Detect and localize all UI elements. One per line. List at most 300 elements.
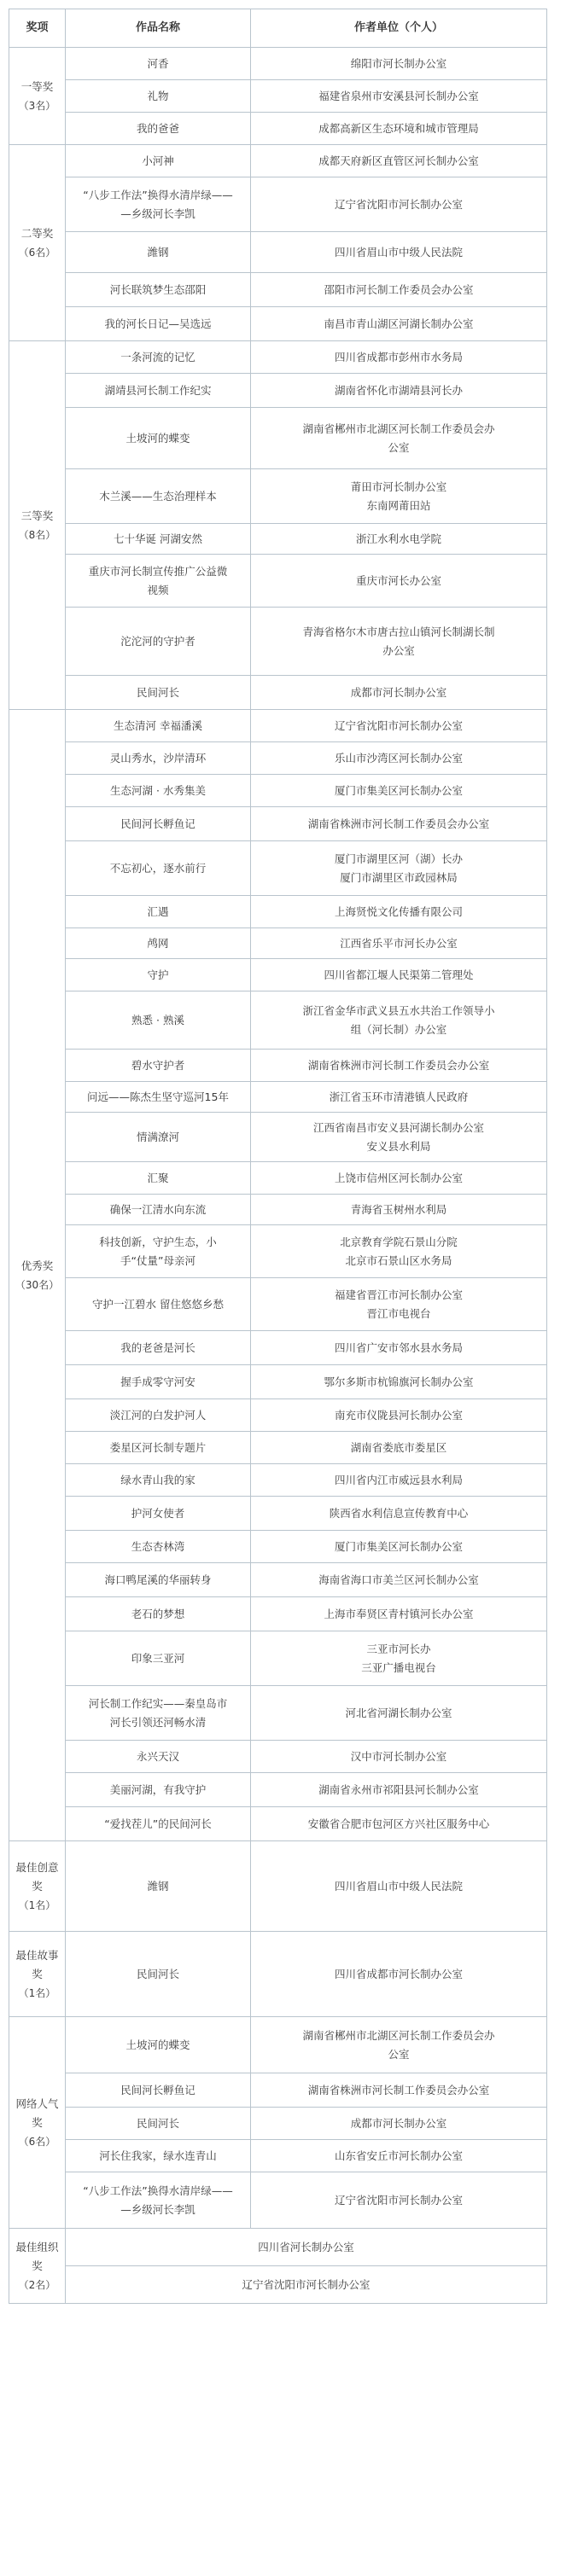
table-row — [9, 959, 547, 991]
work-title-cell-line: 淡江河的白发护河人 — [109, 1408, 207, 1422]
author-unit-cell — [251, 341, 547, 374]
work-title-cell — [66, 1432, 251, 1464]
author-unit-cell-line: 成都市河长制办公室 — [350, 685, 447, 699]
award-category-cell — [9, 1932, 66, 2017]
author-unit-cell — [251, 1278, 547, 1331]
author-unit-cell-line: 公室 — [388, 440, 410, 454]
work-title-cell — [66, 1365, 251, 1399]
author-unit-cell-line: 成都天府新区直管区河长制办公室 — [318, 154, 479, 167]
author-unit-cell-line: 南昌市青山湖区河湖长制办公室 — [324, 317, 474, 330]
table-row — [9, 374, 547, 408]
work-title-cell-line: 生态杏林湾 — [131, 1539, 185, 1553]
work-title-cell-line: 问远——陈杰生坚守巡河15年 — [87, 1090, 229, 1103]
work-title-cell-line: 生态河湖 · 水秀集美 — [110, 783, 206, 797]
work-title-cell-line: 鸬网 — [147, 936, 169, 950]
work-title-cell-line: “八步工作法”换得水清岸绿—— — [83, 2183, 233, 2197]
author-unit-cell-line: 邵阳市河长制工作委员会办公室 — [324, 282, 474, 296]
author-unit-cell-line: 上饶市信州区河长制办公室 — [334, 1171, 463, 1184]
organization-cell-line: 辽宁省沈阳市河长制办公室 — [242, 2277, 371, 2291]
author-unit-cell-line: 江西省乐平市河长办公室 — [340, 936, 458, 950]
table-row — [9, 928, 547, 959]
work-title-cell — [66, 1082, 251, 1113]
author-unit-cell — [251, 1773, 547, 1807]
author-unit-cell — [251, 1195, 547, 1225]
work-title-cell-line: 民间河长 — [136, 1967, 179, 1980]
award-category-cell — [9, 341, 66, 710]
work-title-cell — [66, 1631, 251, 1686]
table-row — [9, 608, 547, 676]
work-title-cell-line: 我的河长日记—吴选远 — [104, 317, 212, 330]
work-title-cell-line: 情满潦河 — [136, 1130, 179, 1143]
work-title-cell — [66, 676, 251, 710]
work-title-cell-line: 汇聚 — [147, 1171, 169, 1184]
award-category-name: 网络人气奖 — [15, 2096, 59, 2129]
header-row — [9, 9, 547, 48]
work-title-cell-line: 不忘初心，逐水前行 — [109, 861, 207, 875]
work-title-cell-line: 科技创新，守护生态，小 — [99, 1235, 217, 1248]
work-title-cell-line: 七十华诞 河湖安然 — [114, 532, 202, 545]
work-title-cell — [66, 1932, 251, 2017]
author-unit-cell — [251, 1082, 547, 1113]
work-title-cell — [66, 374, 251, 408]
author-unit-cell — [251, 896, 547, 928]
author-unit-cell-line: 湖南省株洲市河长制工作委员会办公室 — [307, 2083, 490, 2096]
author-unit-cell-line: 成都高新区生态环境和城市管理局 — [318, 121, 479, 135]
author-unit-cell-line: 湖南省郴州市北湖区河长制工作委员会办 — [302, 422, 495, 435]
table-row — [9, 2172, 547, 2229]
author-unit-cell — [251, 2108, 547, 2140]
author-unit-cell-line: 山东省安丘市河长制办公室 — [334, 2149, 463, 2162]
work-title-cell-line: —乡级河长李凯 — [120, 206, 195, 220]
author-unit-cell-line: 辽宁省沈阳市河长制办公室 — [334, 718, 463, 732]
author-unit-cell-line: 湖南省娄底市娄星区 — [350, 1440, 447, 1454]
author-unit-cell — [251, 177, 547, 232]
work-title-cell-line: 民间河长孵鱼记 — [120, 2083, 195, 2096]
author-unit-cell-line: 湖南省株洲市河长制工作委员会办公室 — [307, 1058, 490, 1072]
work-title-cell — [66, 232, 251, 273]
table-row — [9, 1686, 547, 1741]
work-title-cell — [66, 896, 251, 928]
work-title-cell-line: 河长联筑梦生态邵阳 — [109, 282, 207, 296]
work-title-cell-line: 土坡河的蝶变 — [125, 2038, 190, 2051]
table-row — [9, 341, 547, 374]
author-unit-cell-line: 湖南省株洲市河长制工作委员会办公室 — [307, 817, 490, 830]
work-title-cell-line: 确保一江清水向东流 — [109, 1202, 207, 1216]
author-unit-cell — [251, 1497, 547, 1531]
author-unit-cell — [251, 307, 547, 341]
author-unit-cell-line: 厦门市集美区河长制办公室 — [334, 1539, 463, 1553]
work-title-cell-line: 守护一江碧水 留住悠悠乡愁 — [92, 1297, 224, 1311]
work-title-cell-line: 河长制工作纪实——秦皇岛市 — [88, 1696, 228, 1710]
work-title-cell — [66, 2172, 251, 2229]
work-title-cell-line: 重庆市河长制宣传推广公益微 — [88, 564, 228, 578]
work-title-cell-line: —乡级河长李凯 — [120, 2202, 195, 2216]
author-unit-cell — [251, 555, 547, 608]
author-unit-cell-line: 四川省眉山市中级人民法院 — [334, 1879, 463, 1893]
author-unit-cell-line: 北京教育学院石景山分院 — [340, 1235, 458, 1248]
work-title-cell-line: “八步工作法”换得水清岸绿—— — [83, 188, 233, 201]
author-unit-cell-line: 四川省广安市邻水县水务局 — [334, 1340, 463, 1354]
work-title-cell — [66, 1497, 251, 1531]
awards-table — [9, 9, 547, 2304]
work-title-cell — [66, 1773, 251, 1807]
table-row — [9, 273, 547, 307]
work-title-cell — [66, 1464, 251, 1497]
work-title-cell — [66, 1399, 251, 1432]
table-row — [9, 1464, 547, 1497]
author-unit-cell — [251, 2140, 547, 2172]
author-unit-cell — [251, 2017, 547, 2073]
award-category-cell — [9, 710, 66, 1841]
author-unit-cell-line: 厦门市集美区河长制办公室 — [334, 783, 463, 797]
award-category-count: （8名） — [18, 528, 56, 541]
work-title-cell-line: 河长住我家，绿水连青山 — [99, 2149, 217, 2162]
table-row — [9, 1365, 547, 1399]
author-unit-cell-line: 乐山市沙湾区河长制办公室 — [334, 751, 463, 765]
work-title-cell-line: 灵山秀水，沙岸清环 — [109, 751, 207, 765]
work-title-cell-line: 海口鸭尾溪的华丽转身 — [104, 1573, 212, 1586]
work-title-cell — [66, 742, 251, 775]
author-unit-cell-line: 海南省海口市美兰区河长制办公室 — [318, 1573, 479, 1586]
author-unit-cell — [251, 742, 547, 775]
table-row — [9, 1225, 547, 1278]
award-category-cell — [9, 145, 66, 341]
table-row — [9, 1841, 547, 1932]
author-unit-cell — [251, 524, 547, 555]
author-unit-cell — [251, 273, 547, 307]
table-row — [9, 1050, 547, 1082]
table-row — [9, 1113, 547, 1162]
author-unit-cell — [251, 676, 547, 710]
work-title-cell-line: 美丽河湖，有我守护 — [109, 1782, 207, 1796]
author-unit-cell — [251, 959, 547, 991]
author-unit-cell — [251, 80, 547, 113]
work-title-cell — [66, 469, 251, 524]
work-title-cell-line: 我的爸爸 — [136, 121, 179, 135]
author-unit-cell-line: 上海贤悦文化传播有限公司 — [334, 904, 463, 918]
table-row — [9, 841, 547, 896]
work-title-cell-line: 木兰溪——生态治理样本 — [99, 489, 217, 503]
table-row — [9, 1807, 547, 1841]
author-unit-cell-line: 青海省玉树州水利局 — [350, 1202, 447, 1216]
author-unit-cell — [251, 2073, 547, 2108]
work-title-cell — [66, 341, 251, 374]
author-unit-cell-line: 福建省晋江市河长制办公室 — [334, 1288, 463, 1301]
work-title-cell — [66, 2073, 251, 2108]
author-unit-cell — [251, 1741, 547, 1773]
award-category-name: 三等奖 — [20, 509, 54, 522]
work-title-cell-line: 民间河长 — [136, 685, 179, 699]
table-row — [9, 2073, 547, 2108]
work-title-cell-line: 碧水守护者 — [131, 1058, 185, 1072]
author-unit-cell — [251, 1631, 547, 1686]
work-title-cell — [66, 145, 251, 177]
author-unit-cell-line: 莆田市河长制办公室 — [350, 480, 447, 493]
work-title-cell — [66, 991, 251, 1050]
author-unit-cell-line: 东南网莆田站 — [366, 498, 431, 512]
author-unit-cell — [251, 928, 547, 959]
table-row — [9, 2266, 547, 2304]
author-unit-cell-line: 湖南省怀化市湖靖县河长办 — [334, 383, 463, 397]
organization-cell — [66, 2229, 547, 2266]
author-unit-cell-line: 四川省内江市威远县水利局 — [334, 1473, 463, 1486]
author-unit-cell-line: 厦门市湖里区河（湖）长办 — [334, 852, 463, 865]
table-row — [9, 896, 547, 928]
author-unit-cell — [251, 807, 547, 841]
table-row — [9, 80, 547, 113]
author-unit-cell — [251, 1841, 547, 1932]
table-row — [9, 469, 547, 524]
work-title-cell — [66, 2017, 251, 2073]
work-title-cell — [66, 1331, 251, 1365]
award-category-name: 最佳故事奖 — [15, 1948, 59, 1980]
author-unit-cell — [251, 48, 547, 80]
award-category-name: 最佳创意奖 — [15, 1860, 59, 1893]
award-category-cell — [9, 2017, 66, 2229]
author-unit-cell-line: 四川省眉山市中级人民法院 — [334, 245, 463, 259]
award-category-count: （6名） — [18, 246, 56, 259]
work-title-cell — [66, 307, 251, 341]
table-row — [9, 1597, 547, 1631]
organization-cell — [66, 2266, 547, 2304]
author-unit-cell — [251, 1464, 547, 1497]
work-title-cell-line: 沱沱河的守护者 — [120, 634, 195, 648]
table-row — [9, 1631, 547, 1686]
author-unit-cell — [251, 1597, 547, 1631]
work-title-cell-line: 潍钢 — [147, 245, 169, 259]
work-title-cell — [66, 113, 251, 145]
work-title-cell — [66, 710, 251, 742]
award-category-cell — [9, 2229, 66, 2304]
organization-cell-line: 四川省河长制办公室 — [258, 2240, 354, 2253]
author-unit-cell-line: 汉中市河长制办公室 — [350, 1749, 447, 1763]
author-unit-cell — [251, 1932, 547, 2017]
work-title-cell — [66, 1113, 251, 1162]
author-unit-cell-line: 鄂尔多斯市杭锦旗河长制办公室 — [324, 1375, 474, 1388]
work-title-cell — [66, 2108, 251, 2140]
table-row — [9, 1497, 547, 1531]
award-category-cell — [9, 48, 66, 145]
work-title-cell — [66, 1686, 251, 1741]
table-row — [9, 307, 547, 341]
work-title-cell — [66, 1597, 251, 1631]
table-row — [9, 1932, 547, 2017]
table-row — [9, 177, 547, 232]
author-unit-cell — [251, 1162, 547, 1195]
author-unit-cell-line: 安义县水利局 — [366, 1139, 431, 1153]
header-award: 奖项 — [9, 9, 66, 48]
work-title-cell — [66, 48, 251, 80]
work-title-cell — [66, 841, 251, 896]
table-row — [9, 1432, 547, 1464]
header-author: 作者单位（个人） — [251, 9, 547, 48]
work-title-cell — [66, 273, 251, 307]
table-row — [9, 1082, 547, 1113]
header-work: 作品名称 — [66, 9, 251, 48]
table-row — [9, 1531, 547, 1563]
author-unit-cell — [251, 1432, 547, 1464]
author-unit-cell-line: 福建省泉州市安溪县河长制办公室 — [318, 89, 479, 102]
author-unit-cell — [251, 145, 547, 177]
award-category-count: （6名） — [18, 2135, 56, 2148]
award-category-count: （3名） — [18, 99, 56, 112]
work-title-cell — [66, 80, 251, 113]
author-unit-cell-line: 河北省河湖长制办公室 — [345, 1706, 452, 1719]
table-row — [9, 1162, 547, 1195]
table-row — [9, 1563, 547, 1597]
author-unit-cell-line: 北京市石景山区水务局 — [345, 1253, 452, 1267]
table-row — [9, 2140, 547, 2172]
author-unit-cell — [251, 1399, 547, 1432]
author-unit-cell-line: 三亚广播电视台 — [361, 1660, 436, 1674]
author-unit-cell-line: 浙江省玉环市清港镇人民政府 — [329, 1090, 469, 1103]
table-row — [9, 1399, 547, 1432]
work-title-cell-line: 握手成零守河安 — [120, 1375, 195, 1388]
author-unit-cell-line: 浙江水利水电学院 — [355, 532, 441, 545]
table-row — [9, 408, 547, 469]
author-unit-cell — [251, 374, 547, 408]
table-row — [9, 807, 547, 841]
author-unit-cell-line: 成都市河长制办公室 — [350, 2116, 447, 2130]
award-category-cell — [9, 1841, 66, 1932]
work-title-cell-line: 护河女使者 — [131, 1506, 185, 1520]
table-row — [9, 676, 547, 710]
author-unit-cell-line: 四川省成都市彭州市水务局 — [334, 350, 463, 363]
work-title-cell — [66, 555, 251, 608]
author-unit-cell — [251, 775, 547, 807]
author-unit-cell-line: 晋江市电视台 — [366, 1306, 431, 1320]
work-title-cell — [66, 1050, 251, 1082]
work-title-cell-line: 礼物 — [147, 89, 169, 102]
author-unit-cell — [251, 1331, 547, 1365]
work-title-cell-line: 小河神 — [142, 154, 174, 167]
table-row — [9, 2229, 547, 2266]
award-category-name: 二等奖 — [20, 226, 54, 240]
table-row — [9, 1278, 547, 1331]
author-unit-cell — [251, 1686, 547, 1741]
author-unit-cell — [251, 232, 547, 273]
work-title-cell-line: 熟悉 · 熟溪 — [131, 1013, 184, 1026]
work-title-cell — [66, 408, 251, 469]
table-row — [9, 2108, 547, 2140]
author-unit-cell-line: 办公室 — [382, 643, 415, 657]
author-unit-cell — [251, 991, 547, 1050]
work-title-cell-line: 河长引领还河畅水清 — [109, 1715, 207, 1729]
work-title-cell-line: 汇遇 — [147, 904, 169, 918]
work-title-cell-line: 守护 — [147, 968, 169, 981]
author-unit-cell-line: 陕西省水利信息宣传教育中心 — [329, 1506, 469, 1520]
work-title-cell — [66, 524, 251, 555]
work-title-cell-line: 绿水青山我的家 — [120, 1473, 195, 1486]
author-unit-cell-line: 辽宁省沈阳市河长制办公室 — [334, 197, 463, 211]
table-row — [9, 555, 547, 608]
author-unit-cell — [251, 710, 547, 742]
author-unit-cell — [251, 1113, 547, 1162]
work-title-cell-line: 永兴天汉 — [136, 1749, 179, 1763]
table-row — [9, 2017, 547, 2073]
award-category-count: （2名） — [18, 2278, 56, 2291]
author-unit-cell-line: 组（河长制）办公室 — [350, 1022, 447, 1036]
author-unit-cell-line: 公室 — [388, 2047, 410, 2061]
award-category-name: 一等奖 — [20, 79, 54, 93]
table-row — [9, 524, 547, 555]
author-unit-cell-line: 三亚市河长办 — [366, 1642, 431, 1655]
work-title-cell-line: 我的老爸是河长 — [120, 1340, 195, 1354]
author-unit-cell-line: 四川省都江堰人民渠第二管理处 — [324, 968, 474, 981]
work-title-cell — [66, 1162, 251, 1195]
author-unit-cell — [251, 1807, 547, 1841]
work-title-cell-line: 民间河长 — [136, 2116, 179, 2130]
work-title-cell-line: 河香 — [147, 56, 169, 70]
author-unit-cell-line: 厦门市湖里区市政园林局 — [340, 870, 458, 884]
author-unit-cell-line: 江西省南昌市安义县河湖长制办公室 — [312, 1120, 484, 1134]
work-title-cell-line: 土坡河的蝶变 — [125, 431, 190, 445]
author-unit-cell-line: 四川省成都市河长制办公室 — [334, 1967, 463, 1980]
author-unit-cell-line: 辽宁省沈阳市河长制办公室 — [334, 2193, 463, 2207]
work-title-cell — [66, 807, 251, 841]
author-unit-cell — [251, 2172, 547, 2229]
author-unit-cell-line: 南充市仪陇县河长制办公室 — [334, 1408, 463, 1422]
work-title-cell-line: 娄星区河长制专题片 — [109, 1440, 207, 1454]
work-title-cell — [66, 928, 251, 959]
work-title-cell — [66, 608, 251, 676]
author-unit-cell — [251, 1225, 547, 1278]
author-unit-cell — [251, 113, 547, 145]
author-unit-cell-line: 安徽省合肥市包河区方兴社区服务中心 — [307, 1817, 490, 1830]
table-row — [9, 1741, 547, 1773]
author-unit-cell — [251, 608, 547, 676]
table-row — [9, 1773, 547, 1807]
author-unit-cell — [251, 469, 547, 524]
author-unit-cell — [251, 1563, 547, 1597]
author-unit-cell-line: 青海省格尔木市唐古拉山镇河长制湖长制 — [302, 625, 495, 638]
work-title-cell — [66, 1841, 251, 1932]
author-unit-cell — [251, 1531, 547, 1563]
work-title-cell-line: 潍钢 — [147, 1879, 169, 1893]
award-category-name: 最佳组织奖 — [15, 2240, 59, 2272]
table-row — [9, 742, 547, 775]
author-unit-cell — [251, 408, 547, 469]
work-title-cell-line: 老石的梦想 — [131, 1607, 185, 1620]
author-unit-cell-line: 重庆市河长办公室 — [355, 573, 441, 587]
work-title-cell-line: 一条河流的记忆 — [120, 350, 195, 363]
author-unit-cell — [251, 841, 547, 896]
award-category-count: （1名） — [18, 1899, 56, 1911]
work-title-cell-line: 民间河长孵鱼记 — [120, 817, 195, 830]
work-title-cell — [66, 1563, 251, 1597]
author-unit-cell-line: 湖南省永州市祁阳县河长制办公室 — [318, 1782, 479, 1796]
work-title-cell-line: 湖靖县河长制工作纪实 — [104, 383, 212, 397]
table-row — [9, 991, 547, 1050]
work-title-cell-line: 印象三亚河 — [131, 1651, 185, 1665]
author-unit-cell — [251, 1365, 547, 1399]
table-row — [9, 710, 547, 742]
table-row — [9, 775, 547, 807]
table-row — [9, 48, 547, 80]
work-title-cell — [66, 1741, 251, 1773]
award-category-name: 优秀奖 — [20, 1259, 54, 1272]
work-title-cell — [66, 2140, 251, 2172]
author-unit-cell-line: 浙江省金华市武义县五水共治工作领导小 — [302, 1003, 495, 1017]
table-row — [9, 1331, 547, 1365]
work-title-cell-line: 手“仗量”母亲河 — [120, 1253, 195, 1267]
table-row — [9, 113, 547, 145]
work-title-cell — [66, 1225, 251, 1278]
work-title-cell — [66, 1278, 251, 1331]
work-title-cell — [66, 775, 251, 807]
work-title-cell — [66, 177, 251, 232]
author-unit-cell-line: 湖南省郴州市北湖区河长制工作委员会办 — [302, 2028, 495, 2042]
